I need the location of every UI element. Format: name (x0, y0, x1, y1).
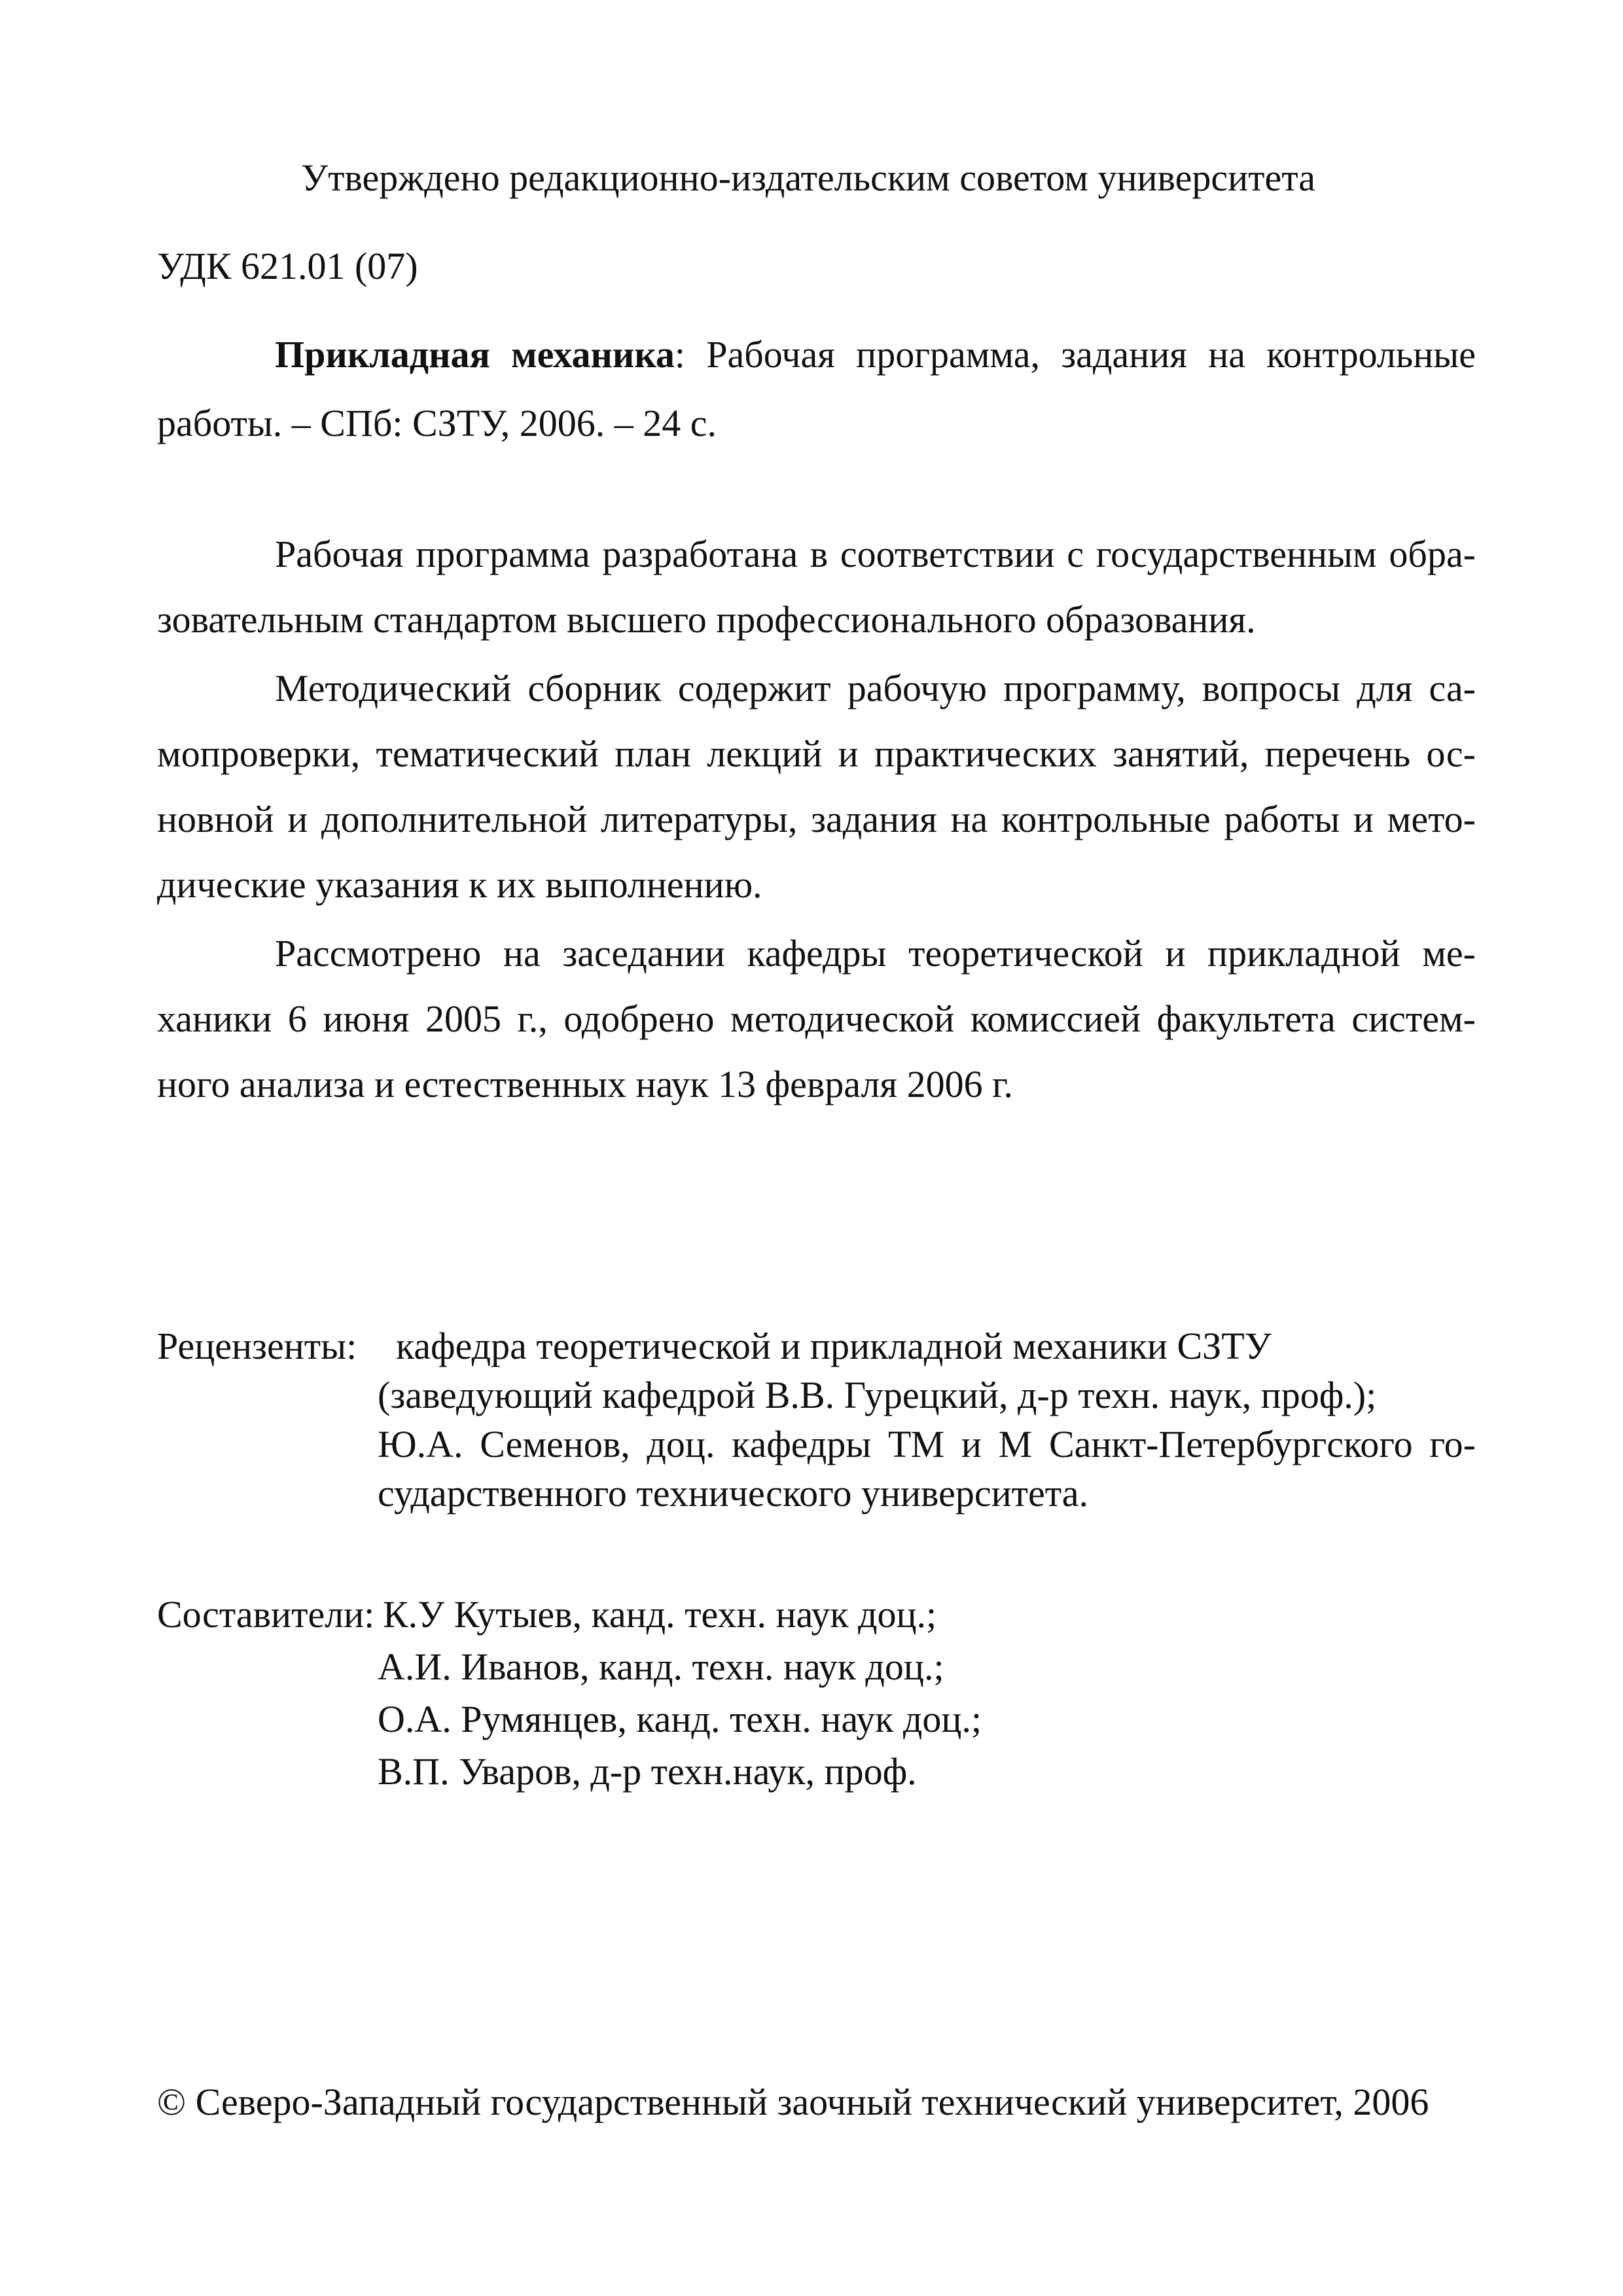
paragraph-2-line-2: мопроверки, тематический план лекций и практических занятий, перечень ос- (157, 732, 1476, 775)
paragraph-2-line-3: новной и дополнительной литературы, задания на контрольные работы и мето- (157, 798, 1476, 840)
bibliography-line-2: работы. – СПб: СЗТУ, 2006. – 24 с. (157, 402, 717, 444)
compilers-label: Составители: (157, 1593, 375, 1636)
paragraph-2-line-4: дические указания к их выполнению. (157, 863, 762, 906)
reviewer-line-3: Ю.А. Семенов, доц. кафедры ТМ и М Санкт-Петербургского го- (378, 1423, 1476, 1465)
compiler-line-3: О.А. Румянцев, канд. техн. наук доц.; (378, 1698, 982, 1740)
paragraph-3-line-1: Рассмотрено на заседании кафедры теоретической и прикладной ме- (275, 932, 1476, 975)
bibliography-description: : Рабочая программа, задания на контрольные (674, 333, 1476, 376)
compiler-line-1: К.У Кутыев, канд. техн. наук доц.; (383, 1593, 937, 1636)
bibliography-title: Прикладная механика (275, 333, 675, 376)
bibliography-line-1 (275, 333, 1476, 376)
copyright-line: © Северо-Западный государственный заочный технический университет, 2006 (157, 2081, 1429, 2123)
reviewers-label: Рецензенты: (157, 1325, 357, 1367)
paragraph-3-line-2: ханики 6 июня 2005 г., одобрено методической комиссией факультета систем- (157, 997, 1476, 1040)
reviewer-line-4: сударственного технического университета. (378, 1472, 1088, 1515)
paragraph-2-line-1: Методический сборник содержит рабочую программу, вопросы для са- (275, 667, 1476, 709)
udk-code: УДК 621.01 (07) (157, 245, 418, 287)
compiler-line-2: А.И. Иванов, канд. техн. наук доц.; (378, 1645, 944, 1688)
paragraph-3-line-3: ного анализа и естественных наук 13 февраля 2006 г. (157, 1063, 1013, 1105)
compiler-line-4: В.П. Уваров, д-р техн.наук, проф. (378, 1750, 917, 1793)
reviewer-line-2: (заведующий кафедрой В.В. Гурецкий, д-р техн. наук, проф.); (378, 1374, 1377, 1416)
paragraph-1-line-1: Рабочая программа разработана в соответствии с государственным обра- (275, 533, 1476, 575)
reviewer-line-1: кафедра теоретической и прикладной механики СЗТУ (396, 1325, 1272, 1367)
approval-line: Утверждено редакционно-издательским советом университета (301, 156, 1315, 199)
paragraph-1-line-2: зовательным стандартом высшего профессионального образования. (157, 598, 1256, 641)
